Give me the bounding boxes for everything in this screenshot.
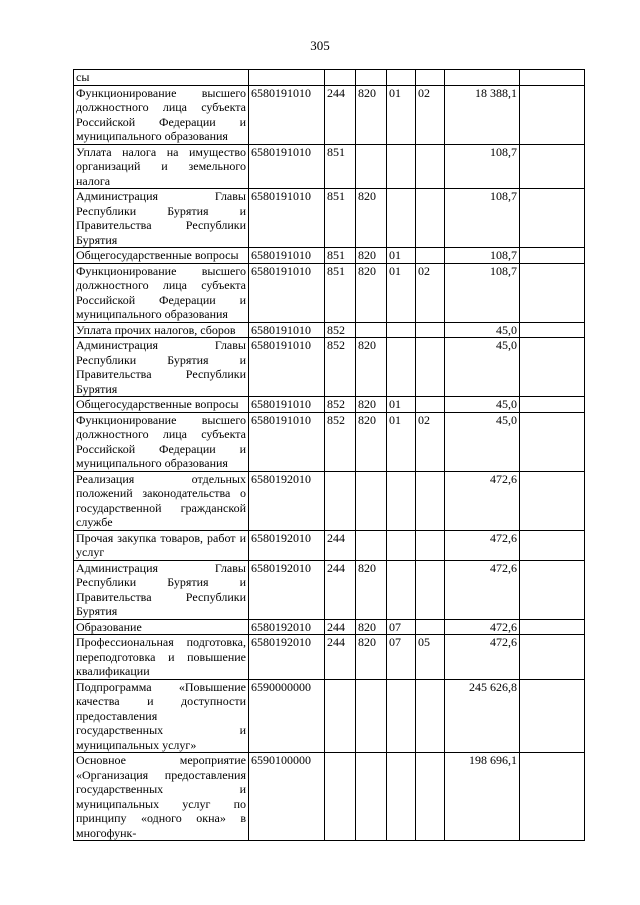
row-amount-cell: 245 626,8: [445, 679, 520, 753]
row-empty-cell: [520, 412, 585, 471]
row-name-cell: Общегосударственные вопросы: [74, 397, 249, 413]
row-amount-cell: 472,6: [445, 635, 520, 680]
row-ministry-code-cell: [356, 70, 387, 86]
row-ministry-code-cell: 820: [356, 85, 387, 144]
row-code-cell: 6580191010: [249, 397, 325, 413]
row-empty-cell: [520, 70, 585, 86]
row-amount-cell: 108,7: [445, 144, 520, 189]
row-expense-type-cell: [325, 679, 356, 753]
row-name-cell: Функционирование высшего должностного лица субъекта Российской Федерации и муниципального образования: [74, 412, 249, 471]
table-row: [74, 248, 585, 264]
row-name-cell: Функционирование высшего должностного лица субъекта Российской Федерации и муниципального образования: [74, 85, 249, 144]
row-expense-type-cell: 852: [325, 338, 356, 397]
row-expense-type-cell: 851: [325, 248, 356, 264]
row-code-cell: 6580192010: [249, 619, 325, 635]
page-number: 305: [310, 38, 330, 53]
row-section-cell: [387, 189, 416, 248]
row-empty-cell: [520, 619, 585, 635]
row-amount-cell: 45,0: [445, 338, 520, 397]
row-expense-type-cell: 244: [325, 619, 356, 635]
row-code-cell: 6580191010: [249, 189, 325, 248]
row-section-cell: 01: [387, 397, 416, 413]
row-amount-cell: 472,6: [445, 471, 520, 530]
row-section-cell: 07: [387, 619, 416, 635]
row-name-cell: сы: [74, 70, 249, 86]
row-amount-cell: 45,0: [445, 322, 520, 338]
row-code-cell: [249, 70, 325, 86]
row-section-cell: 01: [387, 412, 416, 471]
row-subsection-cell: 02: [416, 263, 445, 322]
row-code-cell: 6580191010: [249, 263, 325, 322]
row-name-cell: Основное мероприятие «Организация предоставления государственных и муниципальных услуг по принципу «одного окна» в многофунк-: [74, 753, 249, 841]
row-subsection-cell: [416, 560, 445, 619]
row-ministry-code-cell: 820: [356, 338, 387, 397]
row-empty-cell: [520, 338, 585, 397]
table-row: [74, 338, 585, 397]
table-row: [74, 619, 585, 635]
row-name-cell: Администрация Главы Республики Бурятия и Правительства Республики Бурятия: [74, 189, 249, 248]
row-expense-type-cell: 851: [325, 263, 356, 322]
row-ministry-code-cell: [356, 679, 387, 753]
row-expense-type-cell: 244: [325, 85, 356, 144]
row-empty-cell: [520, 263, 585, 322]
row-subsection-cell: [416, 619, 445, 635]
row-empty-cell: [520, 397, 585, 413]
row-code-cell: 6580191010: [249, 248, 325, 264]
row-subsection-cell: [416, 679, 445, 753]
row-section-cell: [387, 530, 416, 560]
table-row: [74, 560, 585, 619]
row-section-cell: [387, 338, 416, 397]
row-code-cell: 6580191010: [249, 412, 325, 471]
row-section-cell: [387, 144, 416, 189]
table-row: [74, 189, 585, 248]
table-row: [74, 679, 585, 753]
table-row: [74, 85, 585, 144]
row-section-cell: [387, 322, 416, 338]
row-section-cell: [387, 679, 416, 753]
row-section-cell: [387, 560, 416, 619]
row-expense-type-cell: [325, 70, 356, 86]
row-code-cell: 6580192010: [249, 530, 325, 560]
row-ministry-code-cell: 820: [356, 560, 387, 619]
row-ministry-code-cell: [356, 471, 387, 530]
row-expense-type-cell: 851: [325, 144, 356, 189]
row-section-cell: 01: [387, 85, 416, 144]
row-name-cell: Администрация Главы Республики Бурятия и Правительства Республики Бурятия: [74, 338, 249, 397]
row-amount-cell: 198 696,1: [445, 753, 520, 841]
row-amount-cell: 45,0: [445, 412, 520, 471]
row-amount-cell: 472,6: [445, 530, 520, 560]
row-name-cell: Профессиональная подготовка, переподготовка и повышение квалификации: [74, 635, 249, 680]
row-subsection-cell: 02: [416, 412, 445, 471]
row-section-cell: [387, 70, 416, 86]
row-code-cell: 6590100000: [249, 753, 325, 841]
row-section-cell: [387, 753, 416, 841]
row-empty-cell: [520, 248, 585, 264]
row-section-cell: [387, 471, 416, 530]
row-subsection-cell: [416, 144, 445, 189]
row-name-cell: Уплата налога на имущество организаций и земельного налога: [74, 144, 249, 189]
row-section-cell: 07: [387, 635, 416, 680]
row-code-cell: 6580191010: [249, 85, 325, 144]
row-subsection-cell: [416, 471, 445, 530]
row-code-cell: 6580191010: [249, 144, 325, 189]
row-amount-cell: 45,0: [445, 397, 520, 413]
row-name-cell: Прочая закупка товаров, работ и услуг: [74, 530, 249, 560]
row-name-cell: Реализация отдельных положений законодательства о государственной гражданской службе: [74, 471, 249, 530]
row-ministry-code-cell: 820: [356, 412, 387, 471]
table-row: [74, 412, 585, 471]
row-expense-type-cell: [325, 753, 356, 841]
row-empty-cell: [520, 635, 585, 680]
row-amount-cell: 472,6: [445, 560, 520, 619]
row-amount-cell: 108,7: [445, 189, 520, 248]
row-empty-cell: [520, 471, 585, 530]
row-ministry-code-cell: [356, 322, 387, 338]
row-section-cell: 01: [387, 263, 416, 322]
row-expense-type-cell: [325, 471, 356, 530]
row-section-cell: 01: [387, 248, 416, 264]
row-empty-cell: [520, 560, 585, 619]
table-row: [74, 322, 585, 338]
row-expense-type-cell: 851: [325, 189, 356, 248]
row-amount-cell: 18 388,1: [445, 85, 520, 144]
row-amount-cell: [445, 70, 520, 86]
row-empty-cell: [520, 144, 585, 189]
row-amount-cell: 472,6: [445, 619, 520, 635]
row-subsection-cell: 05: [416, 635, 445, 680]
table-row: [74, 753, 585, 841]
row-name-cell: Уплата прочих налогов, сборов: [74, 322, 249, 338]
table-row: [74, 263, 585, 322]
row-code-cell: 6580192010: [249, 635, 325, 680]
row-ministry-code-cell: [356, 753, 387, 841]
table-row: [74, 471, 585, 530]
row-empty-cell: [520, 530, 585, 560]
row-subsection-cell: [416, 338, 445, 397]
row-expense-type-cell: 852: [325, 322, 356, 338]
row-empty-cell: [520, 189, 585, 248]
row-subsection-cell: [416, 753, 445, 841]
row-subsection-cell: [416, 70, 445, 86]
row-ministry-code-cell: 820: [356, 619, 387, 635]
row-code-cell: 6580191010: [249, 322, 325, 338]
row-name-cell: Функционирование высшего должностного лица субъекта Российской Федерации и муниципального образования: [74, 263, 249, 322]
budget-table: [73, 69, 585, 841]
row-expense-type-cell: 852: [325, 412, 356, 471]
table-row: [74, 530, 585, 560]
row-name-cell: Общегосударственные вопросы: [74, 248, 249, 264]
row-expense-type-cell: 852: [325, 397, 356, 413]
row-subsection-cell: [416, 248, 445, 264]
table-row: [74, 144, 585, 189]
table-row: [74, 635, 585, 680]
row-name-cell: Подпрограмма «Повышение качества и доступности предоставления государственных и муниципальных услуг»: [74, 679, 249, 753]
row-ministry-code-cell: [356, 530, 387, 560]
row-empty-cell: [520, 753, 585, 841]
row-subsection-cell: 02: [416, 85, 445, 144]
row-expense-type-cell: 244: [325, 635, 356, 680]
row-ministry-code-cell: 820: [356, 397, 387, 413]
row-subsection-cell: [416, 189, 445, 248]
row-code-cell: 6580192010: [249, 560, 325, 619]
table-row: [74, 397, 585, 413]
row-ministry-code-cell: 820: [356, 635, 387, 680]
row-ministry-code-cell: 820: [356, 189, 387, 248]
row-empty-cell: [520, 322, 585, 338]
row-subsection-cell: [416, 397, 445, 413]
table-body: [74, 70, 585, 841]
row-name-cell: Образование: [74, 619, 249, 635]
row-amount-cell: 108,7: [445, 248, 520, 264]
row-code-cell: 6590000000: [249, 679, 325, 753]
row-ministry-code-cell: 820: [356, 263, 387, 322]
row-empty-cell: [520, 85, 585, 144]
row-code-cell: 6580191010: [249, 338, 325, 397]
row-expense-type-cell: 244: [325, 530, 356, 560]
row-amount-cell: 108,7: [445, 263, 520, 322]
row-name-cell: Администрация Главы Республики Бурятия и Правительства Республики Бурятия: [74, 560, 249, 619]
row-ministry-code-cell: [356, 144, 387, 189]
row-subsection-cell: [416, 530, 445, 560]
row-ministry-code-cell: 820: [356, 248, 387, 264]
row-subsection-cell: [416, 322, 445, 338]
table-row: [74, 70, 585, 86]
row-empty-cell: [520, 679, 585, 753]
row-code-cell: 6580192010: [249, 471, 325, 530]
row-expense-type-cell: 244: [325, 560, 356, 619]
